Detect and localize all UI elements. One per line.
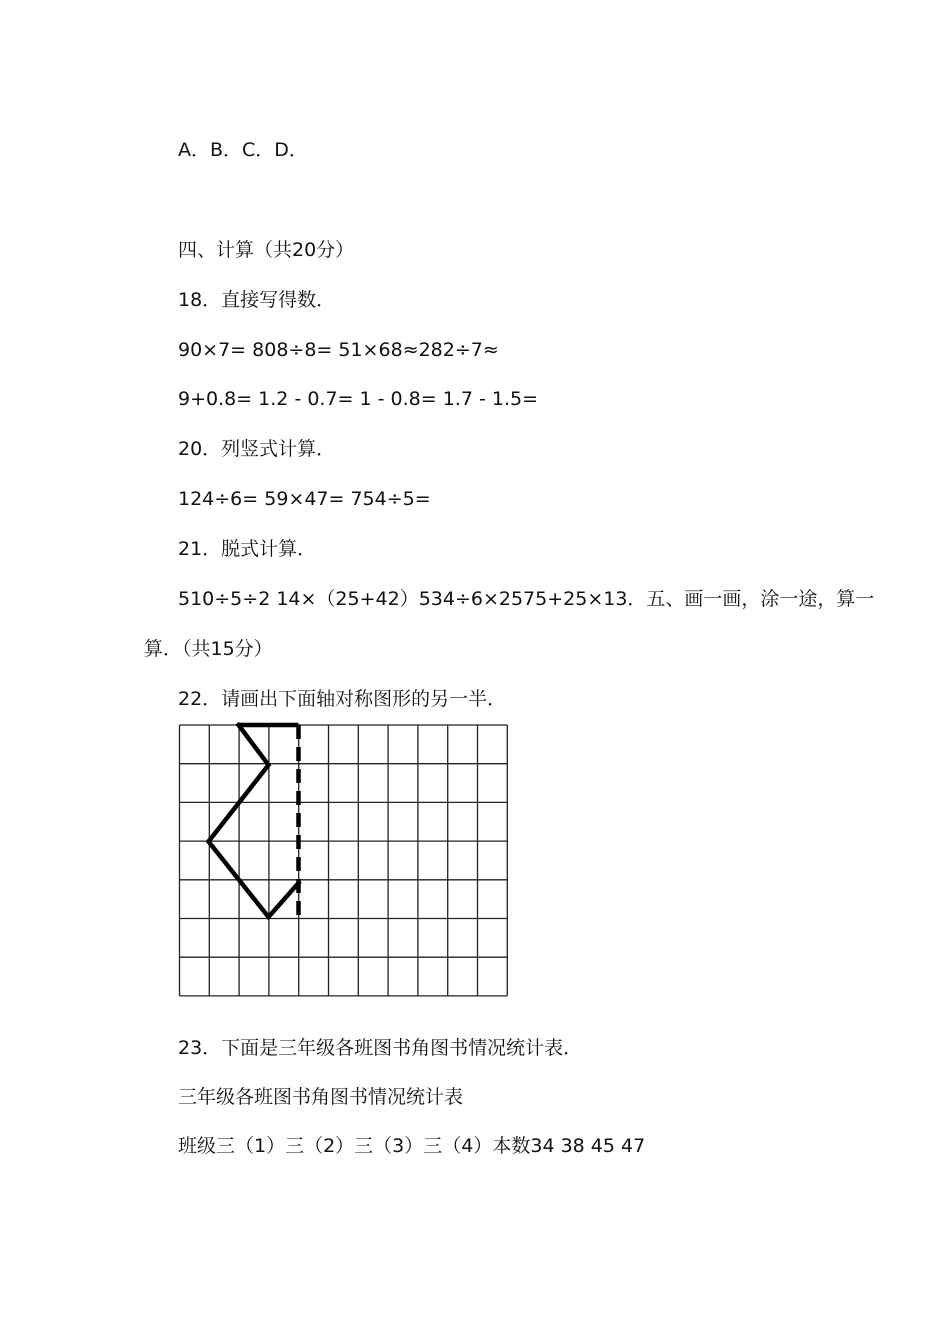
section-heading: 四、计算（共20分） [178,239,355,261]
given-half-shape [209,725,299,917]
table-title: 三年级各班图书角图书情况统计表 [178,1086,464,1108]
q21-row2: 算．（共15分） [144,638,273,660]
q20-title: 20．列竖式计算． [178,438,336,460]
q21-row1: 510÷5÷2 14×（25+42）534÷6×2575+25×13．五、画一画，涂一途，算一 [178,588,875,610]
q22-title: 22．请画出下面轴对称图形的另一半． [178,688,507,710]
table-row: 班级三（1）三（2）三（3）三（4）本数34 38 45 47 [178,1135,646,1157]
grid-lines [180,725,508,996]
q18-title: 18．直接写得数． [178,289,336,311]
q21-title: 21．脱式计算． [178,538,317,560]
options-line: A．B．C．D． [178,139,308,161]
q18-row2: 9+0.8= 1.2 - 0.7= 1 - 0.8= 1.7 - 1.5= [178,388,538,410]
q18-row1: 90×7= 808÷8= 51×68≈282÷7≈ [178,339,499,361]
q20-row1: 124÷6= 59×47= 754÷5= [178,488,431,510]
q23-title: 23．下面是三年级各班图书角图书情况统计表． [178,1037,583,1059]
symmetry-grid-figure [178,721,509,998]
